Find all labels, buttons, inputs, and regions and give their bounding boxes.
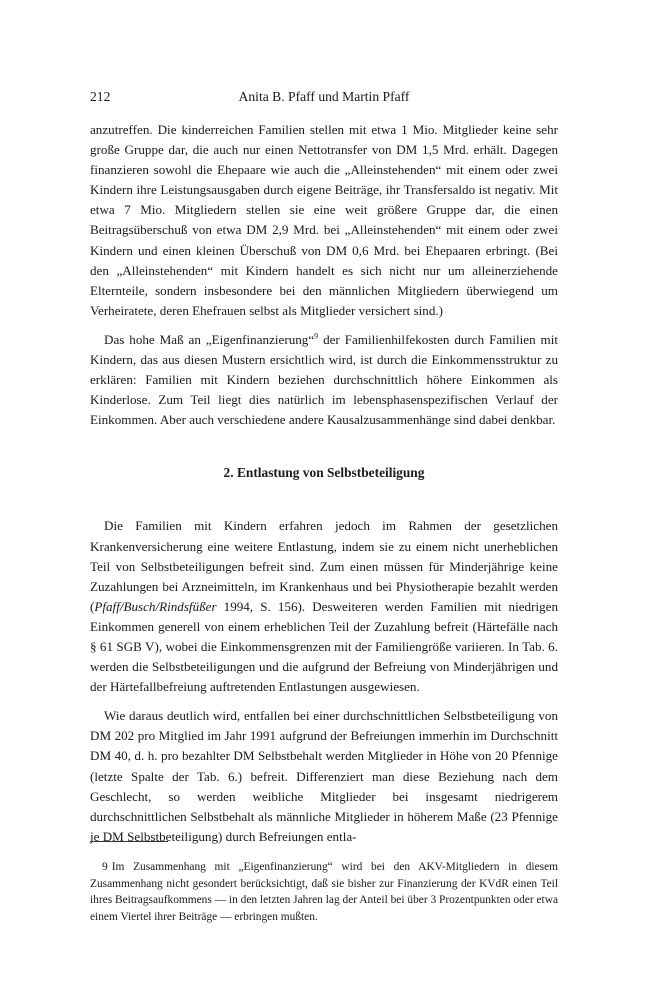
paragraph-3: [90, 516, 558, 697]
footnote: [90, 859, 558, 925]
body-text: [90, 120, 558, 847]
page-header: [90, 89, 558, 109]
page-number: 212: [90, 89, 111, 104]
paragraph-1: anzutreffen. Die kinderreichen Familien stellen mit etwa 1 Mio. Mitglieder keine sehr große Gruppe dar, die auch nur einen Nettotransfer von DM 1,5 Mrd. erhält. Dagegen finanzieren sowohl die Ehepaare wie auch die „Alleinstehenden“ mit einem oder zwei Kindern ihre Leistungsausgaben durch eigene Beiträge, ihr Transfersaldo ist negativ. Mit etwa 7 Mio. Mitgliedern stellen sie eine weit größere Gruppe dar, die einen Beitragsüberschuß von etwa DM 2,9 Mrd. bei „Alleinstehenden“ mit einem oder zwei Kindern und einen kleinen Überschuß von DM 0,6 Mrd. bei Ehepaaren erbringt. (Bei den „Alleinstehenden“ mit Kindern handelt es sich nicht nur um alleinerziehende Elternteile, sondern insbesondere bei den männlichen Mitgliedern überwiegend um Verheiratete, deren Ehefrauen selbst als Mitglieder versichert sind.): [90, 122, 558, 318]
paragraph-3-text-end: 1994, S. 156). Desweiteren werden Familien mit niedrigen Einkommen generell von einem erheblichen Teil der Zuzahlung befreit (Härtefälle nach § 61 SGB V), wobei die Einkommensgrenzen mit der Familiengröße variieren. In Tab. 6. werden die Selbstbeteiligungen und die aufgrund der Befreiung von Minderjährigen und der Härtefallbefreiung auftretenden Entlastungen ausgewiesen.: [90, 598, 558, 695]
paragraph-2-text-end: der Familienhilfekosten durch Familien mit Kindern, das aus diesen Mustern ersichtlich wird, ist durch die Einkommensstruktur zu erklären: Familien mit Kindern beziehen durchschnittlich höhere Einkommen als Kinderlose. Zum Teil liegt dies natürlich im lebensphasenspezifischen Verlauf der Einkommen. Aber auch verschiedene andere Kausalzusammenhänge sind dabei denkbar.: [90, 331, 558, 428]
footnote-divider: [90, 841, 168, 842]
paragraph-2-text-start: Das hohe Maß an „Eigenfinanzierung“: [104, 331, 315, 347]
footnote-number: 9: [102, 861, 108, 874]
paragraph-3-text-start: Die Familien mit Kindern erfahren jedoch im Rahmen der gesetzlichen Krankenversicherung eine weitere Entlastung, indem sie zu einem nicht unerheblichen Teil von Selbstbeteiligungen befreit sind. Zum einen müssen für Minderjährige keine Zuzahlungen bei Arzneimitteln, im Krankenhaus und bei Physiotherapie bezahlt werden (: [90, 518, 558, 614]
paragraph-4: Wie daraus deutlich wird, entfallen bei einer durchschnittlichen Selbstbeteiligung von DM 202 pro Mitglied im Jahr 1991 aufgrund der Befreiungen immerhin im Durchschnitt DM 40, d. h. pro bezahlter DM Selbstbehalt werden Mitglieder in Höhe von 20 Pfennige (letzte Spalte der Tab. 6.) befreit. Differenziert man diese Beziehung nach dem Geschlecht, so werden weibliche Mitglieder bei insgesamt niedrigerem durchschnittlichen Selbstbehalt als männliche Mitglieder in höherem Maße (23 Pfennige je DM Selbstbeteiligung) durch Befreiungen entla-: [90, 708, 558, 844]
citation-authors: Pfaff/Busch/Rindsfüßer: [94, 598, 217, 614]
footnote-reference: 9: [314, 331, 319, 341]
section-heading: 2. Entlastung von Selbstbeteiligung: [223, 465, 425, 481]
footnote-text: Im Zusammenhang mit „Eigenfinanzierung“ wird bei den AKV-Mitgliedern in diesem Zusammenhang nicht gesondert berücksichtigt, daß sie bisher zur Finanzierung der KVdR einen Teil ihres Beitragsaufkommens — in den letzten Jahren lag der Anteil bei über 3 Prozentpunkten oder etwa einem Viertel ihrer Beiträge — erbringen mußten.: [90, 861, 558, 923]
paragraph-2: [90, 330, 558, 430]
running-head: Anita B. Pfaff und Martin Pfaff: [238, 89, 410, 104]
